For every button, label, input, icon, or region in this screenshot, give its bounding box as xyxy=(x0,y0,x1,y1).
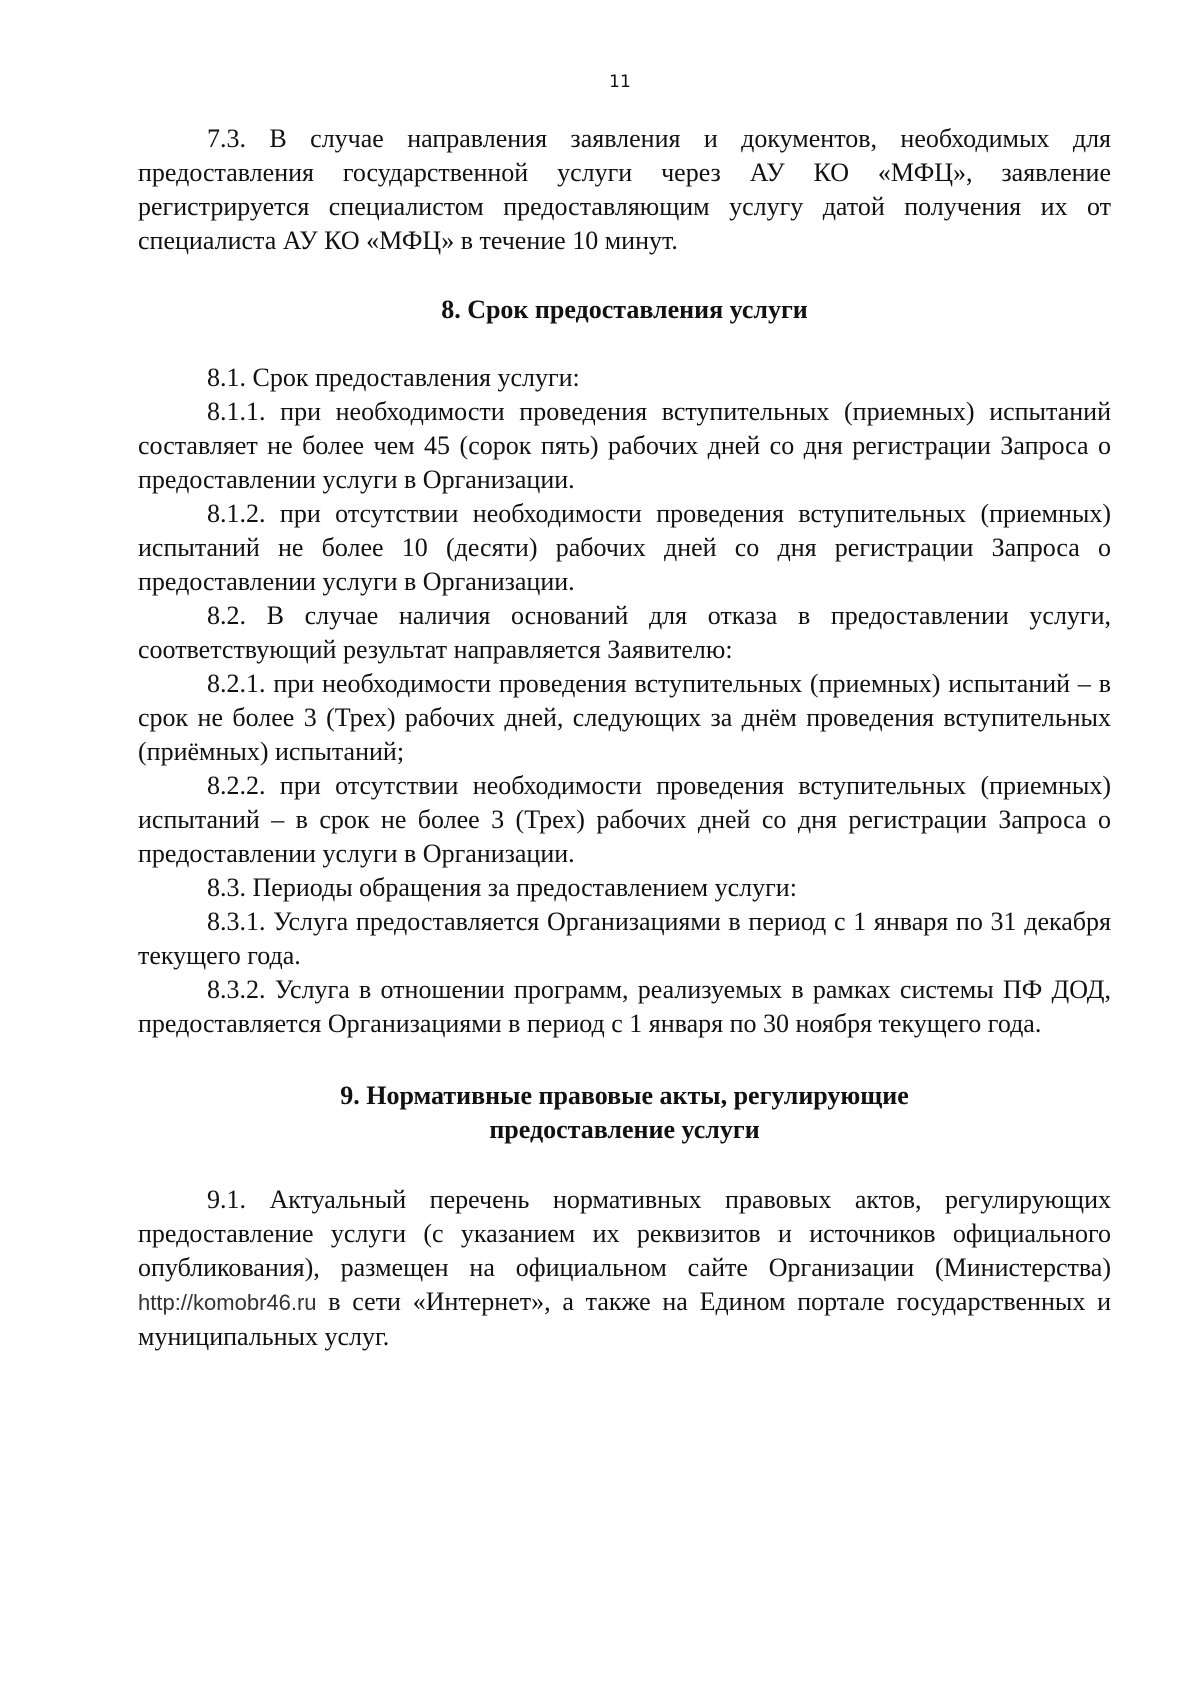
document-body xyxy=(138,122,1111,1354)
section-heading-8: 8. Срок предоставления услуги xyxy=(441,295,808,324)
paragraph-9-1-text-end: в сети «Интернет», а также на Едином портале государственных и муниципальных услуг. xyxy=(138,1287,1111,1351)
paragraph-9-1 xyxy=(138,1183,1111,1354)
section-heading-9-line-2: предоставление услуги xyxy=(489,1115,760,1144)
paragraph-8-1-2: 8.1.2. при отсутствии необходимости проведения вступительных (приемных) испытаний не более 10 (десяти) рабочих дней со дня регистрации Запроса о предоставлении услуги в Организации. xyxy=(138,499,1111,596)
paragraph-8-1: 8.1. Срок предоставления услуги: xyxy=(207,363,580,392)
paragraph-9-1-text-start: 9.1. Актуальный перечень нормативных правовых актов, регулирующих предоставление услуги (с указанием их реквизитов и источников официального опубликования), размещен на официальном сайте Организации (Министерства) xyxy=(138,1185,1111,1282)
section-heading-9-line-1: 9. Нормативные правовые акты, регулирующие xyxy=(340,1081,909,1110)
paragraph-8-1-1: 8.1.1. при необходимости проведения вступительных (приемных) испытаний составляет не более чем 45 (сорок пять) рабочих дней со дня регистрации Запроса о предоставлении услуги в Организации. xyxy=(138,397,1111,494)
ministry-website-link[interactable]: http://komobr46.ru xyxy=(138,1290,317,1315)
paragraph-8-3-1: 8.3.1. Услуга предоставляется Организациями в период с 1 января по 31 декабря текущего года. xyxy=(138,907,1111,970)
paragraph-8-3: 8.3. Периоды обращения за предоставлением услуги: xyxy=(207,873,797,902)
paragraph-8-2: 8.2. В случае наличия оснований для отказа в предоставлении услуги, соответствующий результат направляется Заявителю: xyxy=(138,601,1111,664)
paragraph-8-2-1: 8.2.1. при необходимости проведения вступительных (приемных) испытаний – в срок не более 3 (Трех) рабочих дней, следующих за днём проведения вступительных (приёмных) испытаний; xyxy=(138,669,1111,766)
paragraph-8-2-2: 8.2.2. при отсутствии необходимости проведения вступительных (приемных) испытаний – в срок не более 3 (Трех) рабочих дней со дня регистрации Запроса о предоставлении услуги в Организации. xyxy=(138,771,1111,868)
paragraph-7-3: 7.3. В случае направления заявления и документов, необходимых для предоставления государственной услуги через АУ КО «МФЦ», заявление регистрируется специалистом предоставляющим услугу датой получения их от специалиста АУ КО «МФЦ» в течение 10 минут. xyxy=(138,124,1111,255)
page-number: 11 xyxy=(609,72,631,92)
section-heading-9 xyxy=(138,1079,1111,1147)
paragraph-8-3-2: 8.3.2. Услуга в отношении программ, реализуемых в рамках системы ПФ ДОД, предоставляется Организациями в период с 1 января по 30 ноября текущего года. xyxy=(138,975,1111,1038)
